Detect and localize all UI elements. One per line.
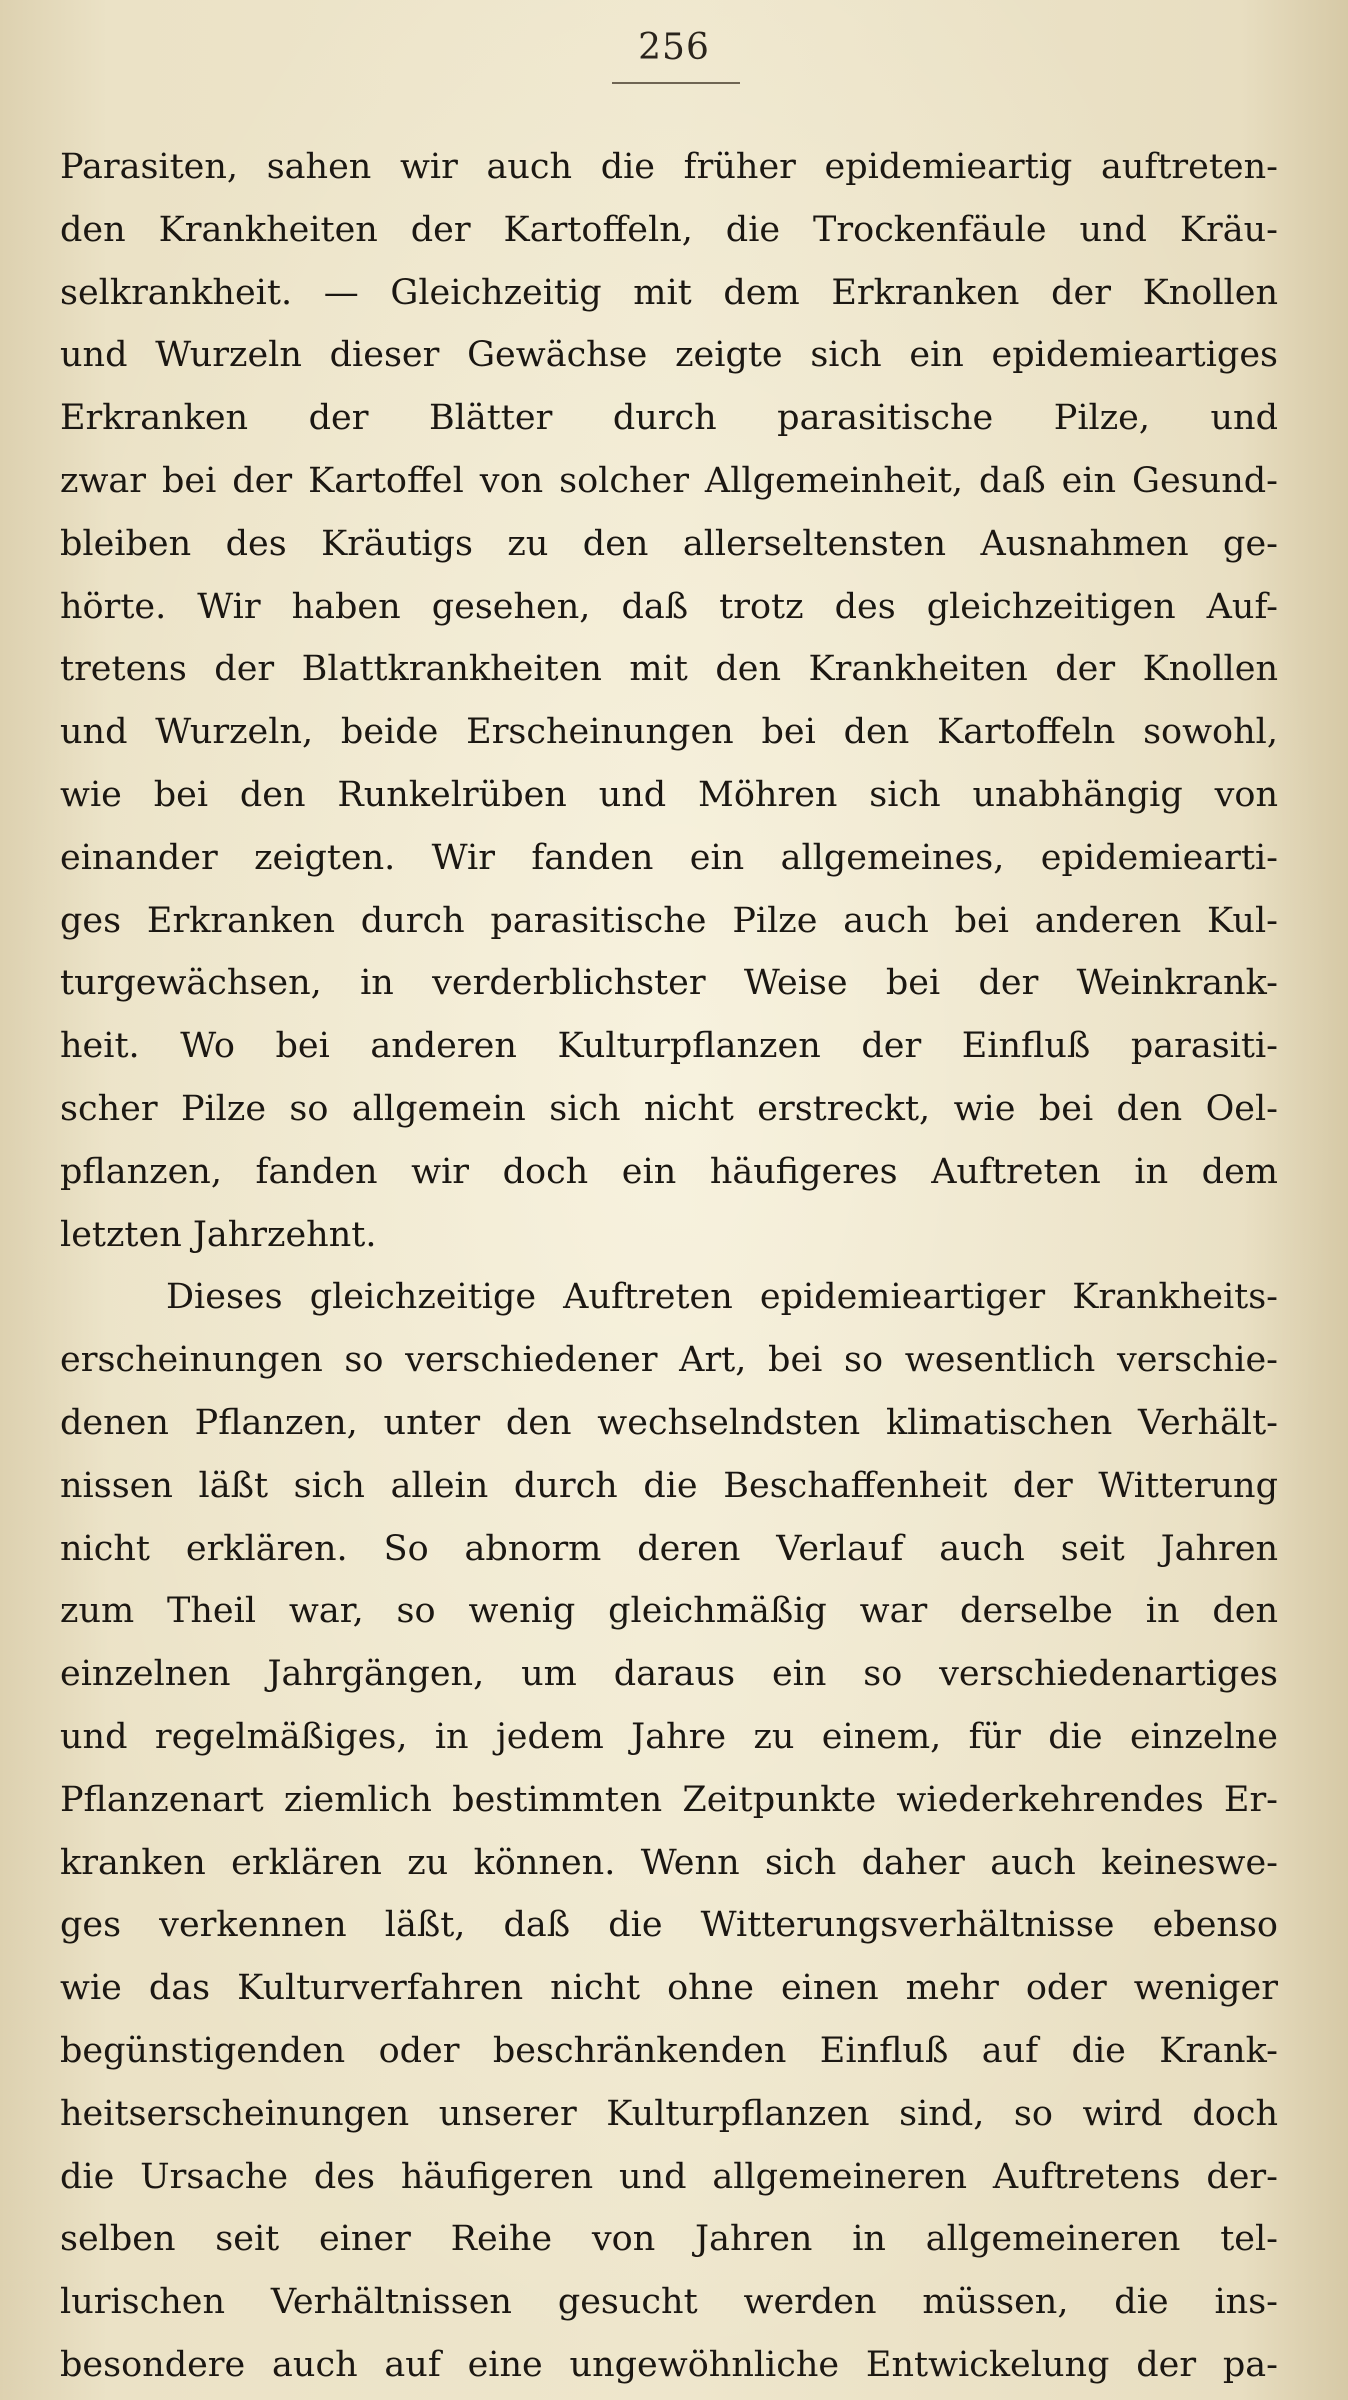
text-line: ges Erkranken durch parasitische Pilze auch bei anderen Kul- — [60, 900, 1278, 941]
text-line: besondere auch auf eine ungewöhnliche Entwickelung der pa- — [60, 2344, 1278, 2385]
text-line: erscheinungen so verschiedener Art, bei so wesentlich verschie- — [60, 1340, 1278, 1381]
text-line: die Ursache des häufigeren und allgemeineren Auftretens der- — [60, 2156, 1278, 2197]
text-line: tretens der Blattkrankheiten mit den Krankheiten der Knollen — [60, 649, 1278, 690]
text-line: hörte. Wir haben gesehen, daß trotz des gleichzeitigen Auf- — [60, 586, 1278, 627]
text-line: turgewächsen, in verderblichster Weise bei der Weinkrank- — [60, 963, 1278, 1004]
text-line: wie bei den Runkelrüben und Möhren sich unabhängig von — [60, 774, 1278, 815]
text-line: wie das Kulturverfahren nicht ohne einen mehr oder weniger — [60, 1968, 1278, 2009]
page-number: 256 — [638, 27, 710, 68]
text-line: selkrankheit. — Gleichzeitig mit dem Erkranken der Knollen — [60, 272, 1278, 313]
text-line: heit. Wo bei anderen Kulturpflanzen der Einfluß parasiti- — [60, 1026, 1278, 1067]
text-line: lurischen Verhältnissen gesucht werden müssen, die ins- — [60, 2282, 1278, 2323]
text-line: einzelnen Jahrgängen, um daraus ein so verschiedenartiges — [60, 1654, 1278, 1695]
text-line: Pflanzenart ziemlich bestimmten Zeitpunkte wiederkehrendes Er- — [60, 1779, 1278, 1820]
text-line: Dieses gleichzeitige Auftreten epidemieartiger Krankheits- — [166, 1277, 1278, 1318]
text-line: Parasiten, sahen wir auch die früher epidemieartig auftreten- — [60, 147, 1278, 187]
text-line: Erkranken der Blätter durch parasitische Pilze, und — [60, 398, 1278, 439]
text-line: scher Pilze so allgemein sich nicht erstreckt, wie bei den Oel- — [60, 1088, 1278, 1129]
text-line: zwar bei der Kartoffel von solcher Allgemeinheit, daß ein Gesund- — [60, 460, 1278, 501]
body-text — [60, 136, 1278, 2397]
text-line: heitserscheinungen unserer Kulturpflanzen sind, so wird doch — [60, 2093, 1278, 2134]
text-line: ges verkennen läßt, daß die Witterungsverhältnisse ebenso — [60, 1905, 1278, 1946]
text-line: nicht erklären. So abnorm deren Verlauf auch seit Jahren — [60, 1528, 1278, 1569]
text-line: begünstigenden oder beschränkenden Einfluß auf die Krank- — [60, 2030, 1278, 2071]
text-line: zum Theil war, so wenig gleichmäßig war derselbe in den — [60, 1591, 1278, 1632]
text-line: und regelmäßiges, in jedem Jahre zu einem, für die einzelne — [60, 1716, 1278, 1757]
text-line: nissen läßt sich allein durch die Beschaffenheit der Witterung — [60, 1465, 1278, 1506]
text-line: kranken erklären zu können. Wenn sich daher auch keineswe- — [60, 1842, 1278, 1883]
text-line: selben seit einer Reihe von Jahren in allgemeineren tel- — [60, 2219, 1278, 2260]
text-line: pflanzen, fanden wir doch ein häufigeres Auftreten in dem — [60, 1151, 1278, 1192]
text-line: bleiben des Kräutigs zu den allerseltensten Ausnahmen ge- — [60, 523, 1278, 564]
text-line: denen Pflanzen, unter den wechselndsten klimatischen Verhält- — [60, 1402, 1278, 1443]
text-line: und Wurzeln, beide Erscheinungen bei den Kartoffeln sowohl, — [60, 712, 1278, 753]
text-line: den Krankheiten der Kartoffeln, die Trockenfäule und Kräu- — [60, 209, 1278, 250]
page-number-rule — [612, 82, 740, 84]
text-line: und Wurzeln dieser Gewächse zeigte sich ein epidemieartiges — [60, 335, 1278, 376]
text-line: letzten Jahrzehnt. — [60, 1214, 377, 1255]
text-line: einander zeigten. Wir fanden ein allgemeines, epidemiearti- — [60, 837, 1278, 878]
